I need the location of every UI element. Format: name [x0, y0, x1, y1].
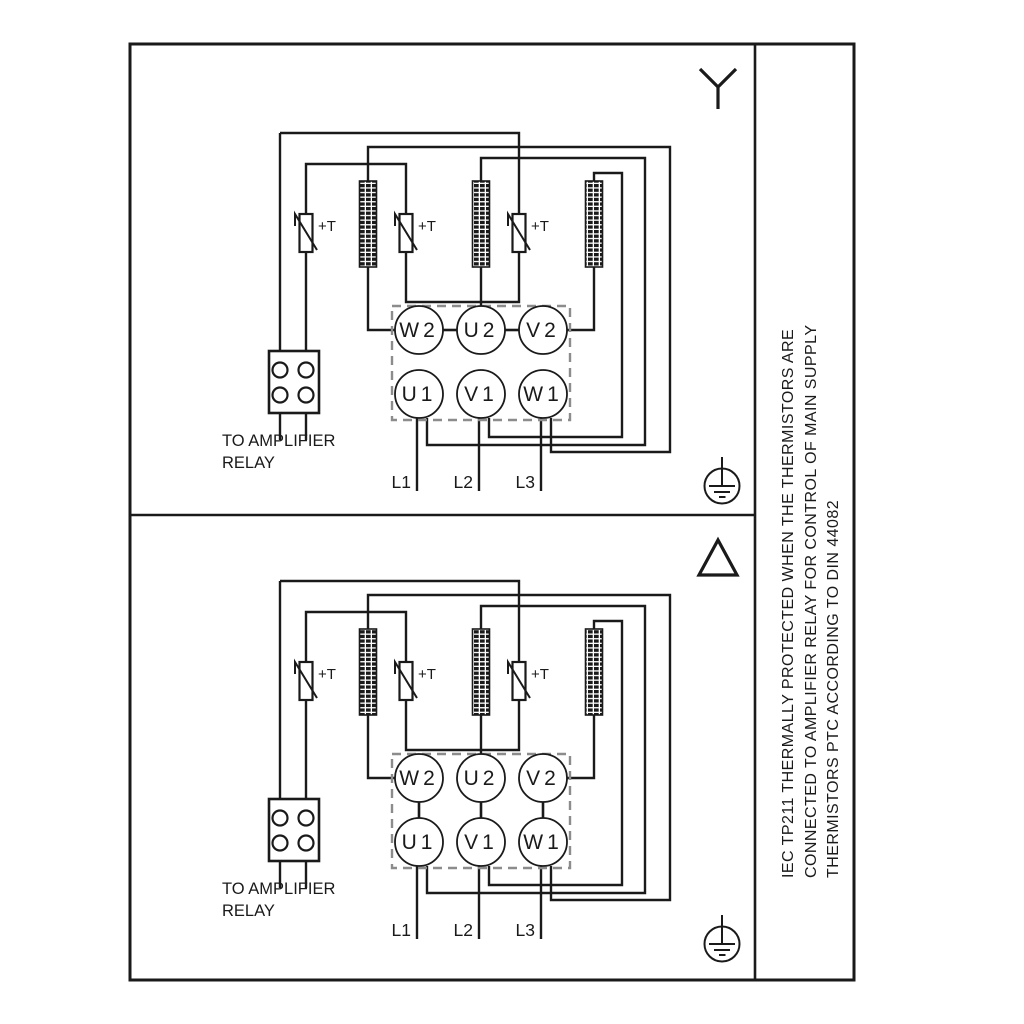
supply-line-label: L2: [453, 472, 473, 492]
terminal-label: U2: [463, 319, 499, 342]
thermistor-symbol-2: [395, 214, 436, 252]
motor-winding-coil-3: [586, 629, 603, 715]
earth-ground-icon: [705, 915, 740, 962]
terminal-label: V2: [526, 767, 560, 790]
relay-contact: [299, 836, 314, 851]
amplifier-note: TO AMPLIFIER: [222, 432, 336, 450]
amplifier-note: RELAY: [222, 454, 275, 472]
star-symbol-icon: [700, 69, 736, 109]
motor-winding-coil-3: [586, 181, 603, 267]
side-note-line-1: IEC TP211 THERMALLY PROTECTED WHEN THE THERMISTORS ARE: [780, 328, 797, 878]
amplifier-note: TO AMPLIFIER: [222, 880, 336, 898]
motor-winding-coil-1: [360, 181, 377, 267]
thermistor-label: +T: [318, 218, 336, 235]
terminal-label: V2: [526, 319, 560, 342]
thermistor-label: +T: [418, 666, 436, 683]
terminal-block: [392, 306, 570, 420]
side-note-line-3: THERMISTORS PTC ACCORDING TO DIN 44082: [825, 499, 842, 878]
supply-line-label: L1: [391, 472, 411, 492]
relay-contact: [299, 363, 314, 378]
terminal-label: V1: [464, 831, 498, 854]
terminal-label: U1: [401, 831, 437, 854]
earth-ground-icon: [705, 457, 740, 504]
terminal-label: U1: [401, 383, 437, 406]
amplifier-note: RELAY: [222, 902, 275, 920]
thermistor-symbol-1: [295, 214, 336, 252]
motor-winding-coil-2: [473, 629, 490, 715]
supply-line-label: L3: [515, 920, 535, 940]
delta-symbol-icon: [699, 540, 737, 575]
terminal-label: W1: [523, 831, 563, 854]
thermistor-symbol-2: [395, 662, 436, 700]
side-note-line-2: CONNECTED TO AMPLIFIER RELAY FOR CONTROL OF MAIN SUPPLY: [803, 324, 820, 878]
supply-line-label: L3: [515, 472, 535, 492]
supply-line-label: L2: [453, 920, 473, 940]
terminal-label: W1: [523, 383, 563, 406]
relay-contact: [299, 388, 314, 403]
thermistor-label: +T: [531, 666, 549, 683]
relay-terminal-box: [269, 351, 319, 440]
thermistor-label: +T: [531, 218, 549, 235]
thermistor-symbol-3: [508, 214, 549, 252]
terminal-label: W2: [399, 319, 439, 342]
star-connection-panel: [222, 69, 740, 504]
relay-contact: [273, 811, 288, 826]
supply-line-label: L1: [391, 920, 411, 940]
terminal-block: [392, 754, 570, 868]
delta-connection-panel: [222, 540, 740, 962]
terminal-label: W2: [399, 767, 439, 790]
relay-terminal-box: [269, 799, 319, 888]
relay-contact: [273, 836, 288, 851]
relay-contact: [299, 811, 314, 826]
terminal-label: V1: [464, 383, 498, 406]
relay-contact: [273, 363, 288, 378]
relay-contact: [273, 388, 288, 403]
motor-winding-coil-2: [473, 181, 490, 267]
motor-winding-coil-1: [360, 629, 377, 715]
thermistor-symbol-1: [295, 662, 336, 700]
terminal-label: U2: [463, 767, 499, 790]
thermistor-label: +T: [318, 666, 336, 683]
thermistor-symbol-3: [508, 662, 549, 700]
thermistor-label: +T: [418, 218, 436, 235]
